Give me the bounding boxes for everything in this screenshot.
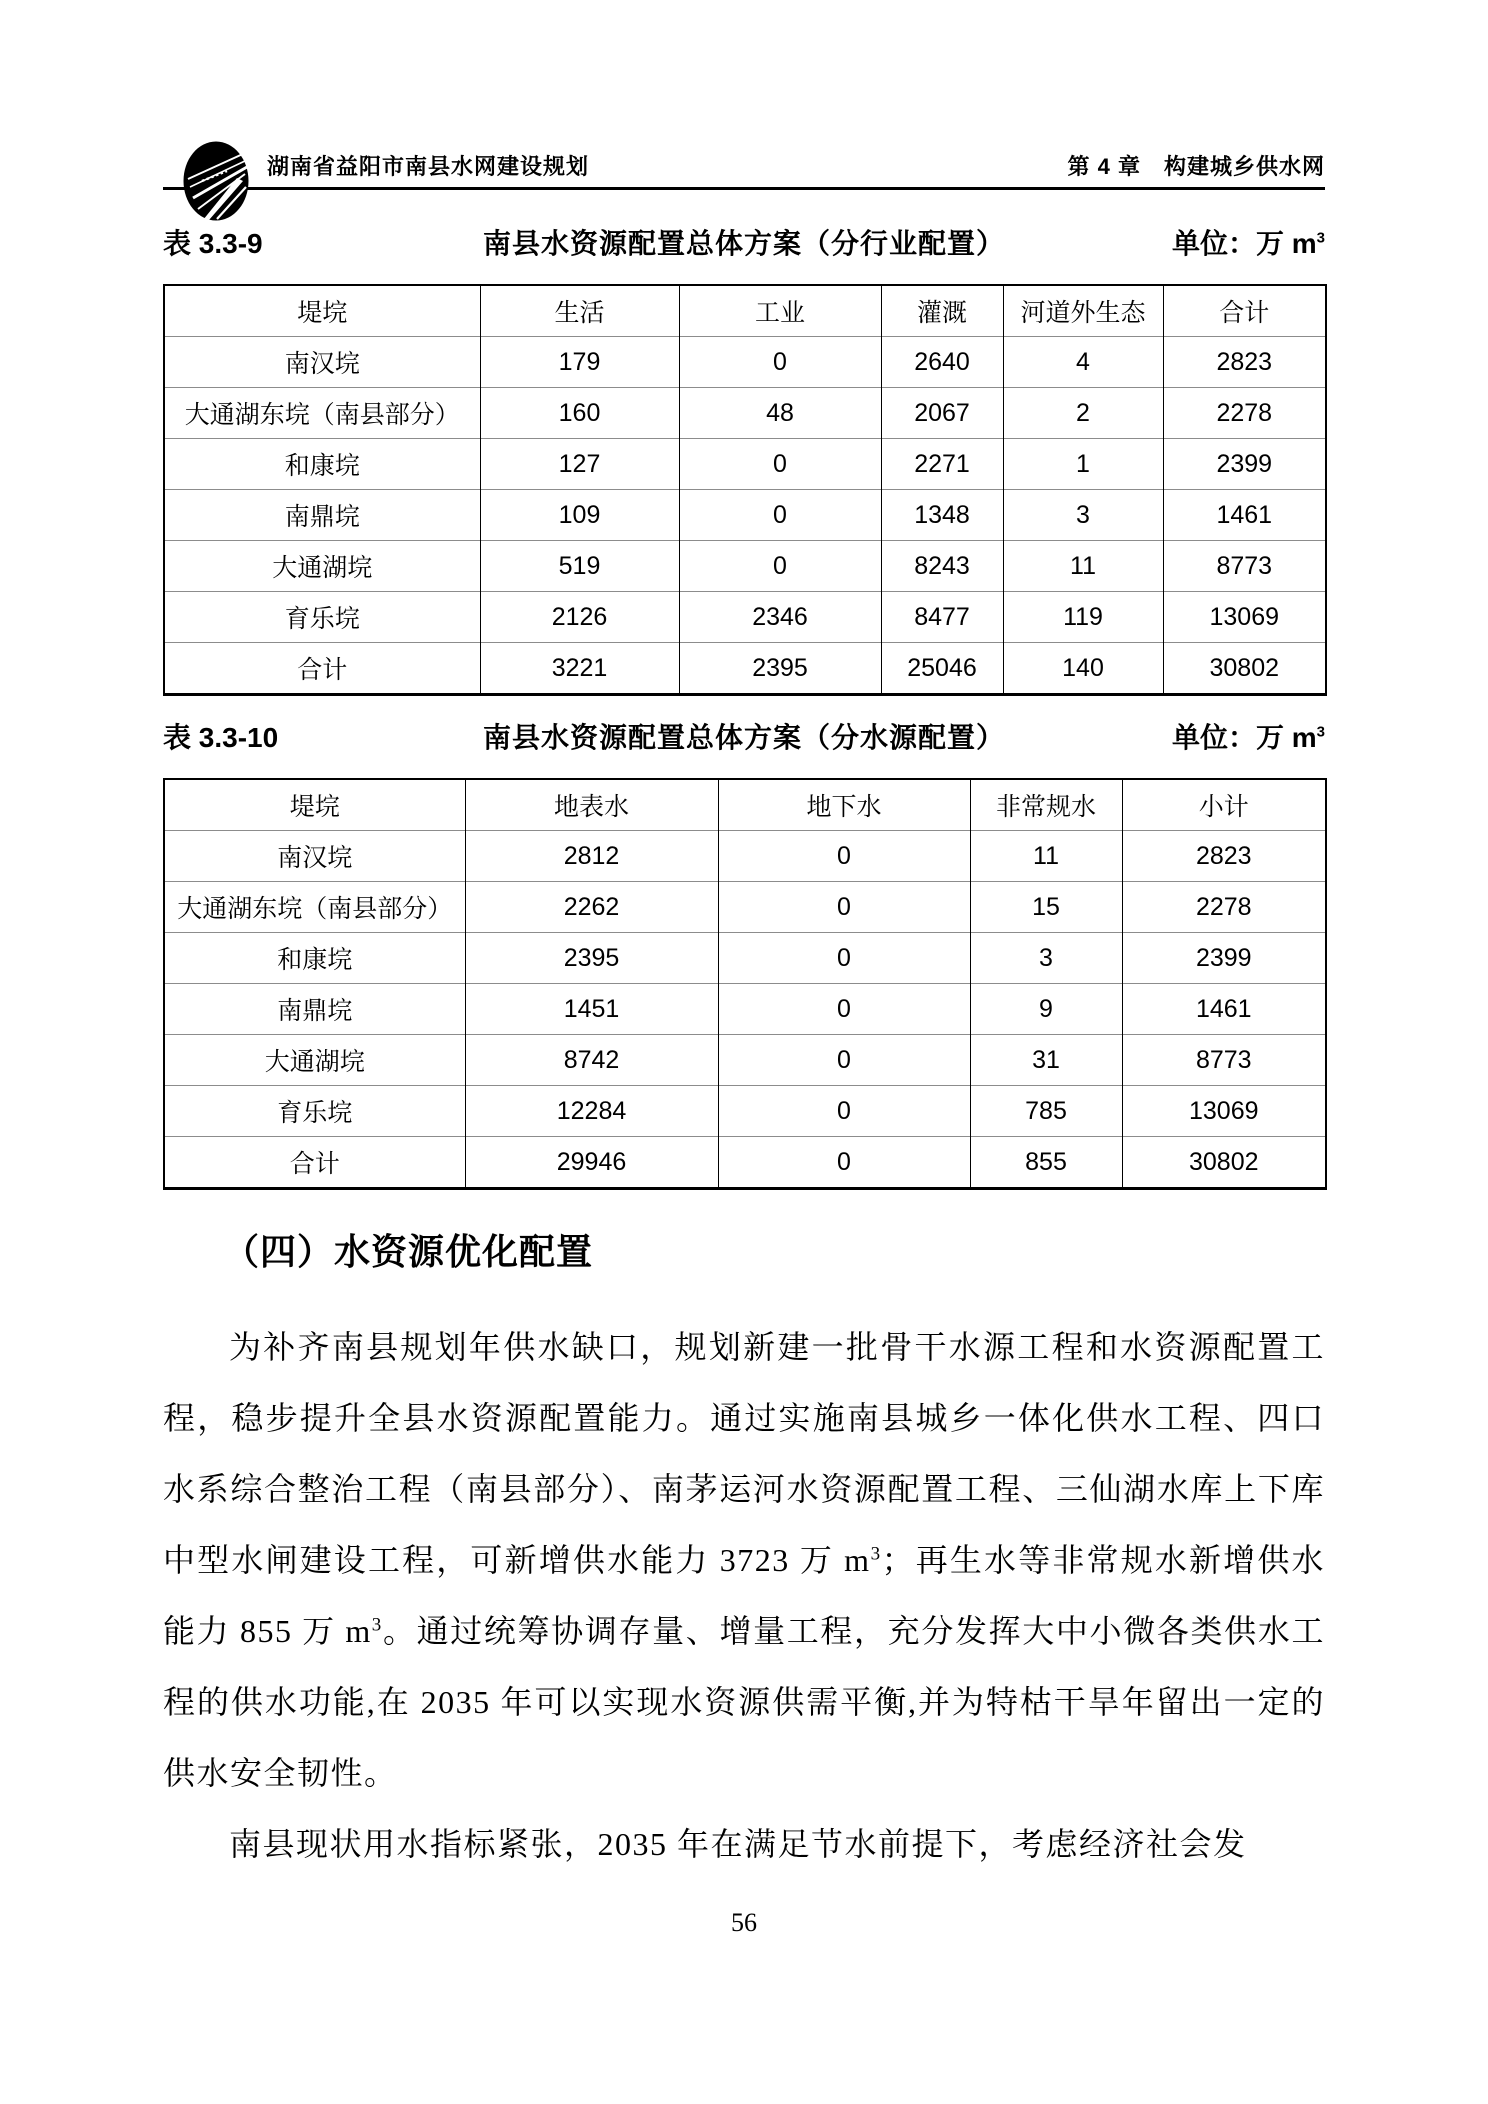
row-label: 南鼎垸 [164, 490, 480, 541]
row-label: 育乐垸 [164, 592, 480, 643]
cubic-meter-superscript: 3 [870, 1543, 882, 1565]
cell-value: 2 [1003, 388, 1163, 439]
cell-value: 519 [480, 541, 679, 592]
row-label: 和康垸 [164, 933, 465, 984]
cell-value: 2823 [1122, 831, 1326, 882]
table-row [164, 490, 1326, 541]
cell-value: 0 [718, 882, 970, 933]
row-label: 南汉垸 [164, 337, 480, 388]
cell-value: 15 [970, 882, 1122, 933]
column-header: 河道外生态 [1003, 285, 1163, 337]
cell-value: 0 [718, 1035, 970, 1086]
table-row [164, 643, 1326, 695]
table-row [164, 388, 1326, 439]
cell-value: 1 [1003, 439, 1163, 490]
cell-value: 2823 [1163, 337, 1326, 388]
paragraph-1-text: ；再生水等非常规水新增供水能力 855 万 m [163, 1542, 1325, 1649]
source-allocation-table [163, 778, 1327, 1190]
cell-value: 31 [970, 1035, 1122, 1086]
cell-value: 160 [480, 388, 679, 439]
paragraph-1-text: 。通过统筹协调存量、增量工程，充分发挥大中小微各类供水工程的供水功能,在 2035 年可以实现水资源供需平衡,并为特枯干旱年留出一定的供水安全韧性。 [163, 1613, 1325, 1791]
column-header: 生活 [480, 285, 679, 337]
row-label: 南汉垸 [164, 831, 465, 882]
table1-title: 南县水资源配置总体方案（分行业配置） [482, 228, 1005, 259]
row-label: 育乐垸 [164, 1086, 465, 1137]
column-header: 合计 [1163, 285, 1326, 337]
cell-value: 2262 [465, 882, 718, 933]
cell-value: 30802 [1122, 1137, 1326, 1189]
cell-value: 0 [679, 439, 881, 490]
page-header [163, 0, 1325, 190]
row-label: 大通湖东垸（南县部分） [164, 882, 465, 933]
cell-value: 13069 [1163, 592, 1326, 643]
table1-caption [163, 226, 1325, 262]
cell-value: 2271 [881, 439, 1003, 490]
cell-value: 8243 [881, 541, 1003, 592]
cell-value: 0 [718, 1137, 970, 1189]
cell-value: 2395 [465, 933, 718, 984]
header-chapter-title: 第 4 章 构建城乡供水网 [1067, 154, 1325, 179]
header-doc-title: 湖南省益阳市南县水网建设规划 [267, 154, 590, 179]
cell-value: 127 [480, 439, 679, 490]
cell-value: 8773 [1163, 541, 1326, 592]
cubic-meter-superscript: 3 [371, 1614, 383, 1636]
table-row [164, 439, 1326, 490]
cell-value: 25046 [881, 643, 1003, 695]
column-header: 非常规水 [970, 779, 1122, 831]
cell-value: 3221 [480, 643, 679, 695]
row-label: 和康垸 [164, 439, 480, 490]
cell-value: 0 [718, 1086, 970, 1137]
table-row [164, 1035, 1326, 1086]
table-row [164, 984, 1326, 1035]
industry-allocation-table [163, 284, 1327, 696]
section-heading: （四）水资源优化配置 [223, 1231, 594, 1272]
cell-value: 119 [1003, 592, 1163, 643]
table1-unit-text: 单位：万 m [1171, 228, 1317, 259]
paragraph-2: 南县现状用水指标紧张，2035 年在满足节水前提下，考虑经济社会发 [229, 1826, 1247, 1862]
table-row [164, 592, 1326, 643]
cell-value: 109 [480, 490, 679, 541]
table2-title: 南县水资源配置总体方案（分水源配置） [482, 722, 1005, 753]
cell-value: 2278 [1122, 882, 1326, 933]
table-row [164, 541, 1326, 592]
cell-value: 2346 [679, 592, 881, 643]
cell-value: 0 [679, 337, 881, 388]
cell-value: 2067 [881, 388, 1003, 439]
cell-value: 30802 [1163, 643, 1326, 695]
cell-value: 2278 [1163, 388, 1326, 439]
cell-value: 0 [718, 933, 970, 984]
cell-value: 48 [679, 388, 881, 439]
cell-value: 179 [480, 337, 679, 388]
row-label: 大通湖东垸（南县部分） [164, 388, 480, 439]
row-label: 南鼎垸 [164, 984, 465, 1035]
table2-unit-superscript: 3 [1316, 723, 1325, 741]
cell-value: 4 [1003, 337, 1163, 388]
column-header: 堤垸 [164, 779, 465, 831]
cell-value: 1461 [1163, 490, 1326, 541]
table-row [164, 933, 1326, 984]
table-header-row [164, 779, 1326, 831]
table2-caption [163, 720, 1325, 756]
cell-value: 2399 [1163, 439, 1326, 490]
cell-value: 1451 [465, 984, 718, 1035]
cell-value: 0 [718, 984, 970, 1035]
cell-value: 11 [1003, 541, 1163, 592]
cell-value: 1461 [1122, 984, 1326, 1035]
cell-value: 3 [1003, 490, 1163, 541]
table-row [164, 831, 1326, 882]
column-header: 小计 [1122, 779, 1326, 831]
row-label: 合计 [164, 643, 480, 695]
cell-value: 11 [970, 831, 1122, 882]
cell-value: 13069 [1122, 1086, 1326, 1137]
paragraph-1-text: 为补齐南县规划年供水缺口，规划新建一批骨干水源工程和水资源配置工程，稳步提升全县水资源配置能力。通过实施南县城乡一体化供水工程、四口水系综合整治工程（南县部分）、南茅运河水资源配置工程、三仙湖水库上下库中型水闸建设工程，可新增供水能力 3723 万 m [163, 1329, 1325, 1578]
table1-unit [1095, 226, 1325, 262]
row-label: 大通湖垸 [164, 1035, 465, 1086]
cell-value: 9 [970, 984, 1122, 1035]
table1-label: 表 3.3-9 [163, 228, 263, 259]
table2-unit-text: 单位：万 m [1171, 722, 1317, 753]
cell-value: 785 [970, 1086, 1122, 1137]
table-row [164, 337, 1326, 388]
cell-value: 8742 [465, 1035, 718, 1086]
row-label: 合计 [164, 1137, 465, 1189]
road-perspective-logo-icon [183, 141, 249, 221]
column-header: 工业 [679, 285, 881, 337]
cell-value: 0 [679, 541, 881, 592]
cell-value: 140 [1003, 643, 1163, 695]
cell-value: 8773 [1122, 1035, 1326, 1086]
column-header: 灌溉 [881, 285, 1003, 337]
cell-value: 0 [718, 831, 970, 882]
cell-value: 0 [679, 490, 881, 541]
column-header: 地下水 [718, 779, 970, 831]
cell-value: 8477 [881, 592, 1003, 643]
cell-value: 29946 [465, 1137, 718, 1189]
cell-value: 12284 [465, 1086, 718, 1137]
cell-value: 855 [970, 1137, 1122, 1189]
page-footer [0, 1908, 1488, 1938]
table-row [164, 882, 1326, 933]
cell-value: 2399 [1122, 933, 1326, 984]
cell-value: 2812 [465, 831, 718, 882]
page-content [163, 226, 1325, 1880]
table2-unit [1095, 720, 1325, 756]
page-number: 56 [731, 1908, 757, 1937]
table-row [164, 1086, 1326, 1137]
column-header: 堤垸 [164, 285, 480, 337]
cell-value: 2395 [679, 643, 881, 695]
cell-value: 3 [970, 933, 1122, 984]
table1-unit-superscript: 3 [1316, 229, 1325, 247]
row-label: 大通湖垸 [164, 541, 480, 592]
paragraph-1 [163, 1312, 1325, 1809]
cell-value: 1348 [881, 490, 1003, 541]
table2-label: 表 3.3-10 [163, 722, 279, 753]
column-header: 地表水 [465, 779, 718, 831]
cell-value: 2126 [480, 592, 679, 643]
table-row [164, 1137, 1326, 1189]
table-header-row [164, 285, 1326, 337]
cell-value: 2640 [881, 337, 1003, 388]
